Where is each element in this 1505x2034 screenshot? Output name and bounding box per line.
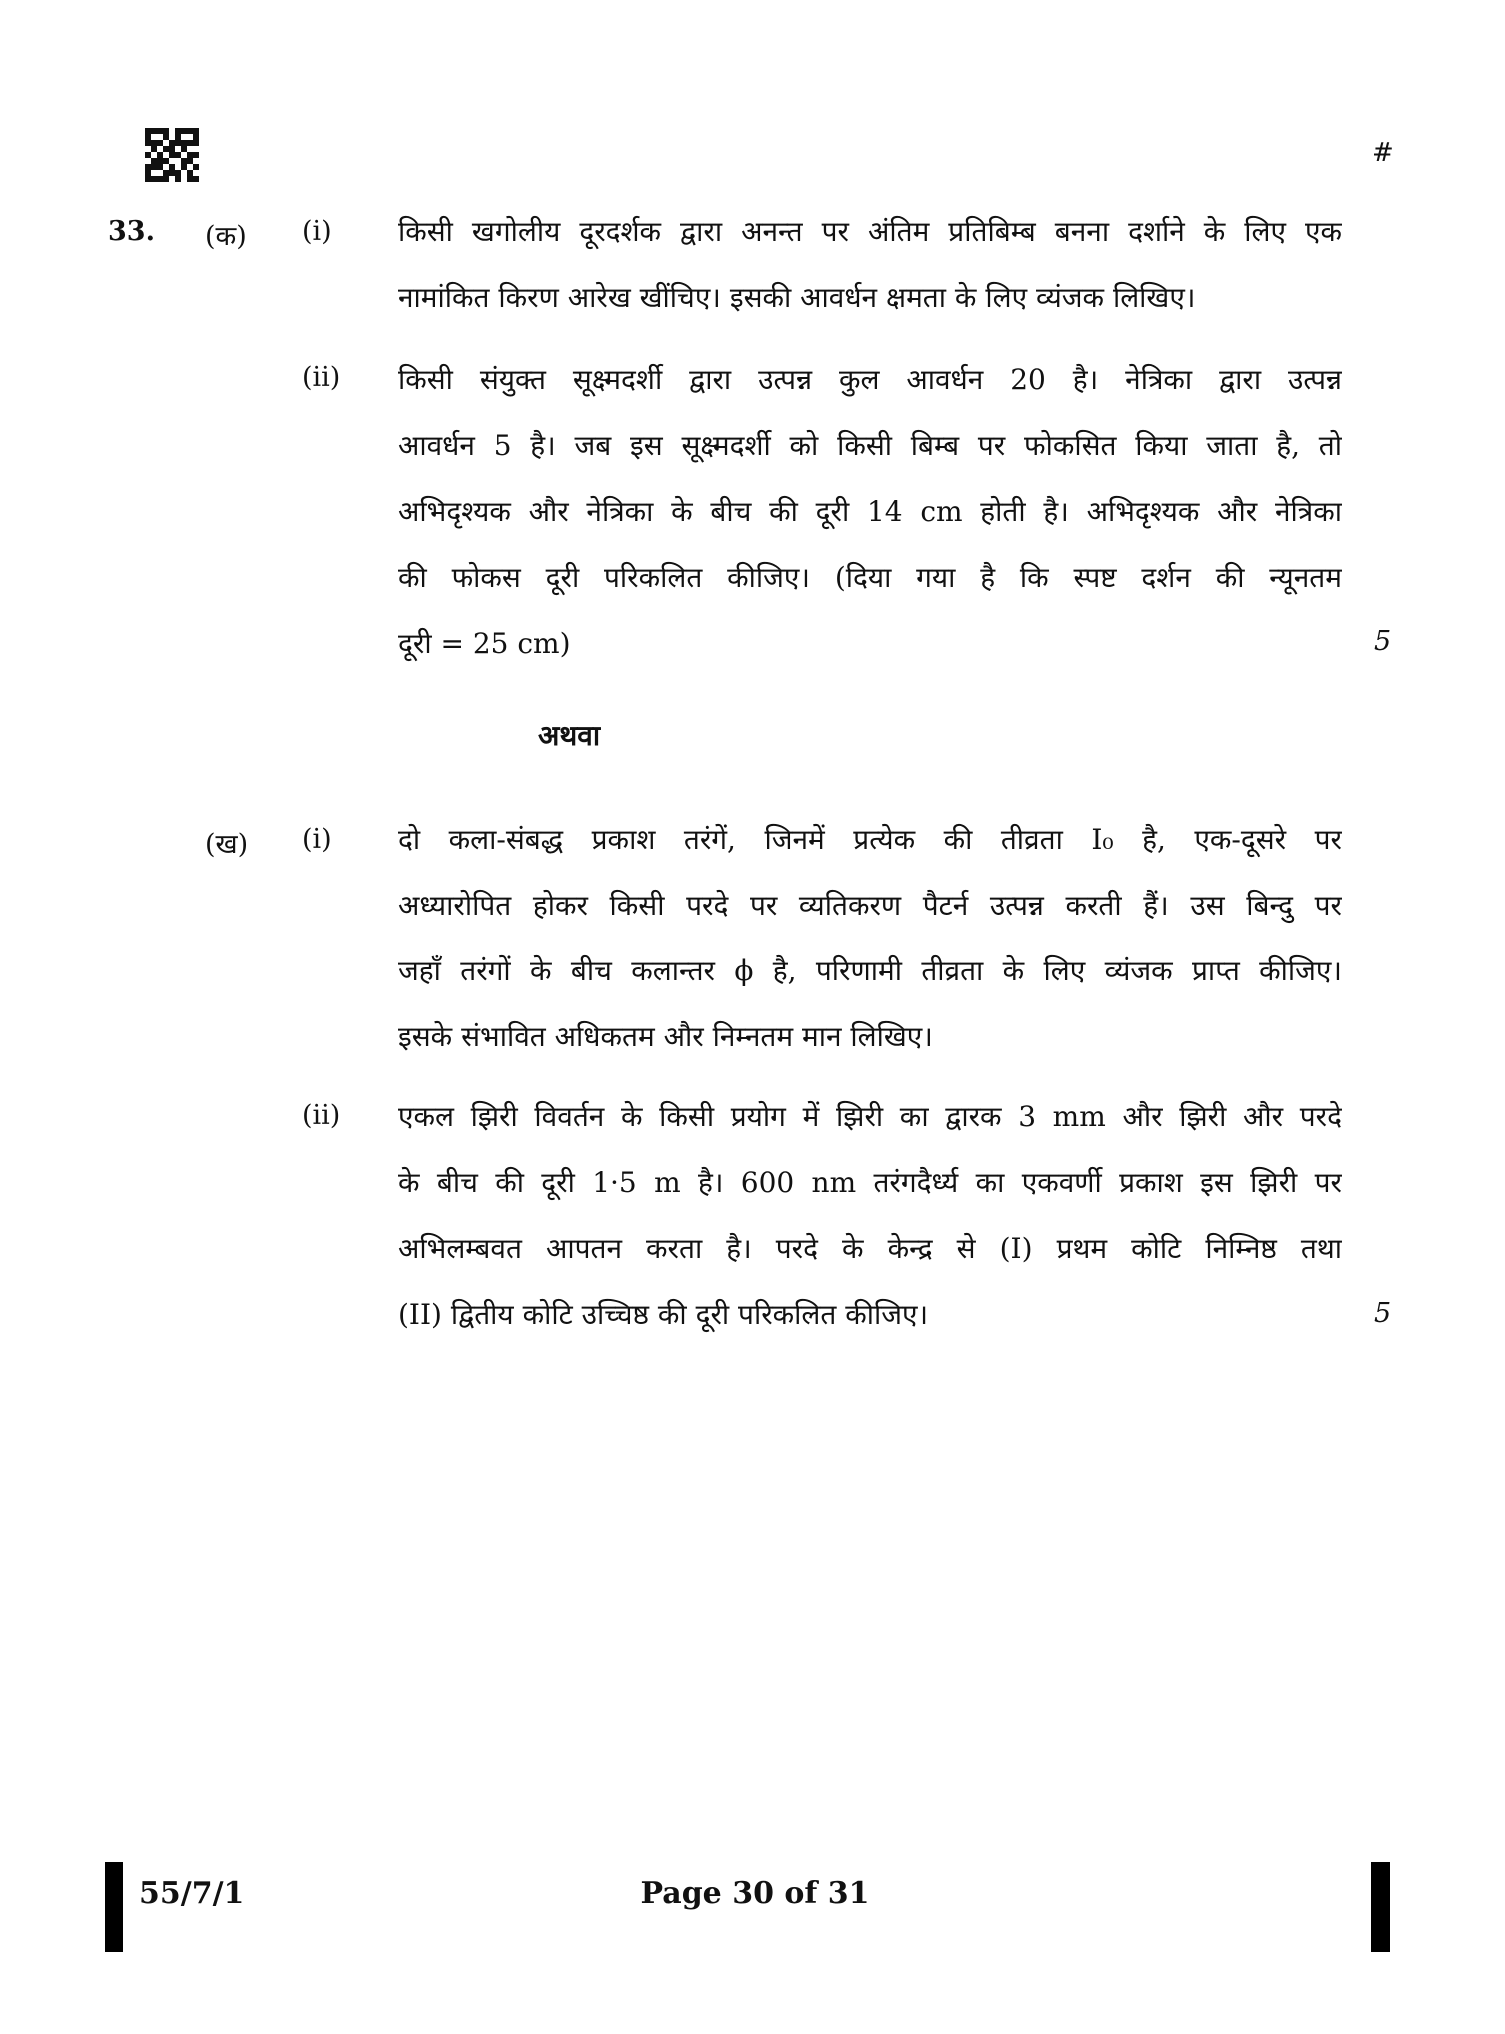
footer-right-bar xyxy=(1371,1862,1390,1952)
part-a-ii-line: की फोकस दूरी परिकलित कीजिए। (दिया गया है कि स्पष्ट दर्शन की न्यूनतम xyxy=(398,561,1342,594)
part-a-ii-line: किसी संयुक्त सूक्ष्मदर्शी द्वारा उत्पन्न कुल आवर्धन 20 है। नेत्रिका द्वारा उत्पन्न xyxy=(398,363,1342,396)
page-number: Page 30 of 31 xyxy=(640,1876,870,1911)
part-a-ii-label: (ii) xyxy=(302,362,341,393)
part-b-label: (ख) xyxy=(205,829,249,860)
part-a-i-label: (i) xyxy=(302,216,332,247)
part-b-i-line: अध्यारोपित होकर किसी परदे पर व्यतिकरण पैटर्न उत्पन्न करती हैं। उस बिन्दु पर xyxy=(398,889,1342,922)
marks: 5 xyxy=(1374,626,1392,657)
part-b-i-line: दो कला-संबद्ध प्रकाश तरंगें, जिनमें प्रत्येक की तीव्रता I₀ है, एक-दूसरे पर xyxy=(398,823,1342,856)
hash-mark: # xyxy=(1372,138,1394,168)
question-number: 33. xyxy=(108,216,155,247)
paper-code: 55/7/1 xyxy=(139,1876,245,1911)
part-b-ii-line: (II) द्वितीय कोटि उच्चिष्ठ की दूरी परिकलित कीजिए। xyxy=(398,1298,929,1331)
part-b-ii-label: (ii) xyxy=(302,1100,341,1131)
part-a-ii-line: दूरी = 25 cm) xyxy=(398,627,571,660)
part-b-i-line: इसके संभावित अधिकतम और निम्नतम मान लिखिए। xyxy=(398,1020,933,1053)
part-b-i-line: जहाँ तरंगों के बीच कलान्तर ϕ है, परिणामी तीव्रता के लिए व्यंजक प्राप्त कीजिए। xyxy=(398,954,1342,987)
part-a-label: (क) xyxy=(205,221,247,252)
marks: 5 xyxy=(1374,1298,1392,1329)
part-a-i-line: नामांकित किरण आरेख खींचिए। इसकी आवर्धन क्षमता के लिए व्यंजक लिखिए। xyxy=(398,281,1196,314)
part-a-ii-line: आवर्धन 5 है। जब इस सूक्ष्मदर्शी को किसी बिम्ब पर फोकसित किया जाता है, तो xyxy=(398,429,1342,462)
part-b-ii-line: एकल झिरी विवर्तन के किसी प्रयोग में झिरी का द्वारक 3 mm और झिरी और परदे xyxy=(398,1100,1342,1133)
part-b-i-label: (i) xyxy=(302,824,332,855)
part-a-i-line: किसी खगोलीय दूरदर्शक द्वारा अनन्त पर अंतिम प्रतिबिम्ब बनना दर्शाने के लिए एक xyxy=(398,215,1342,248)
part-b-ii-line: अभिलम्बवत आपतन करता है। परदे के केन्द्र से (I) प्रथम कोटि निम्निष्ठ तथा xyxy=(398,1232,1342,1265)
qr-code-icon xyxy=(145,128,199,182)
part-a-ii-line: अभिदृश्यक और नेत्रिका के बीच की दूरी 14 cm होती है। अभिदृश्यक और नेत्रिका xyxy=(398,495,1342,528)
part-b-ii-line: के बीच की दूरी 1·5 m है। 600 nm तरंगदैर्ध्य का एकवर्णी प्रकाश इस झिरी पर xyxy=(398,1166,1342,1199)
or-label: अथवा xyxy=(538,719,601,752)
